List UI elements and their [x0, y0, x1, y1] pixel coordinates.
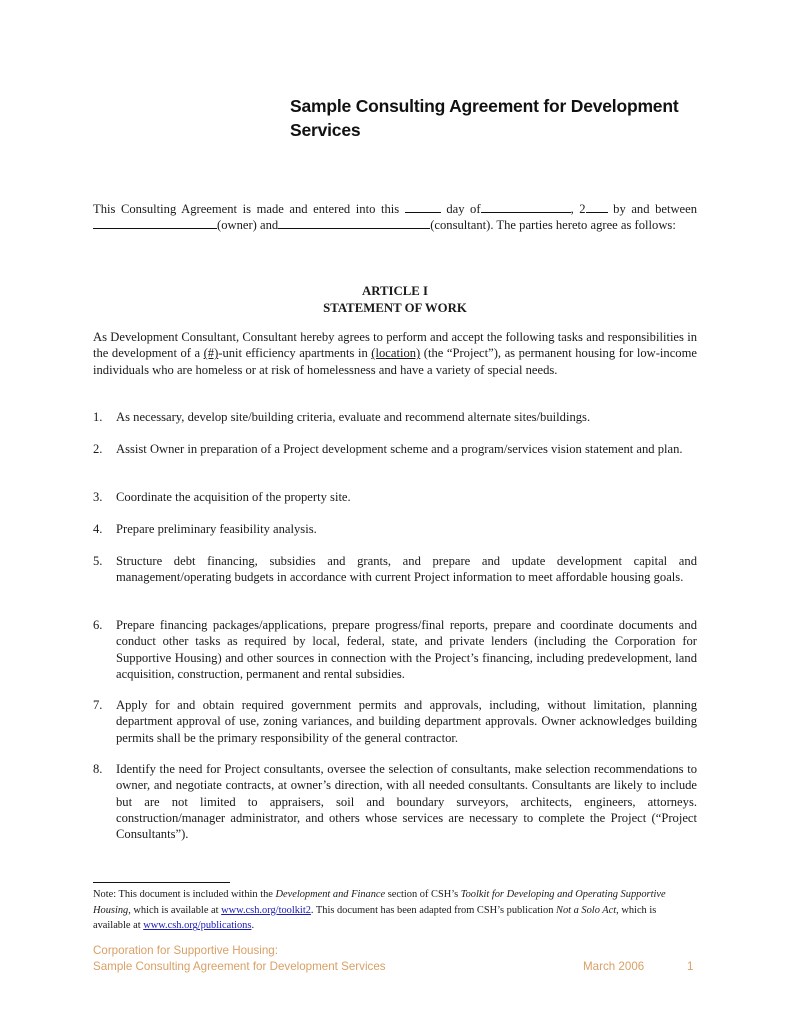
item-number: 3. — [93, 490, 103, 504]
units-placeholder[interactable]: (#) — [203, 346, 219, 361]
footnote-italic: Toolkit for Developing and Operating Supportive Housing — [93, 889, 666, 916]
item-text: Apply for and obtain required government permits and approvals, including, without limitation, planning department approval of use, zoning variances, and building department approvals. Owner acknowledges building permits shall be the primary responsibility of the general contractor. — [116, 698, 697, 745]
list-item — [93, 441, 697, 457]
document-title: Sample Consulting Agreement for Development Services — [290, 96, 679, 140]
item-number: 5. — [93, 554, 103, 568]
item-number: 1. — [93, 410, 103, 424]
item-text: Assist Owner in preparation of a Project development scheme and a program/services vision statement and plan. — [116, 442, 683, 456]
footnote-text: , which is available at — [93, 904, 657, 932]
footnote-italic: Not a Solo Act — [556, 904, 617, 916]
statement-paragraph — [93, 329, 697, 378]
item-number: 6. — [93, 618, 103, 632]
item-number: 4. — [93, 522, 103, 536]
item-text: Identify the need for Project consultants, oversee the selection of consultants, make selection recommendations to owner, and negotiate contracts, at owner’s direction, with all needed consultants. Consultants are likely to include but are not limited to appraisers, soil and boundary surveyors, architects, engineers, attorneys. construction/manager administrator, and others whose services are necessary to complete the Project (“Project Consultants”). — [116, 762, 697, 842]
owner-blank[interactable] — [93, 217, 217, 229]
page-number: 1 — [687, 960, 694, 973]
item-text: As necessary, develop site/building criteria, evaluate and recommend alternate sites/buildings. — [116, 410, 591, 424]
item-text: Prepare financing packages/applications, prepare progress/final reports, prepare and coordinate documents and conduct other tasks as required by local, federal, state, and private lenders (including the Corporation for Supportive Housing) and other sources in connection with the Project’s financing, including predevelopment, land acquisition, construction, permanent and rental subsidies. — [116, 618, 697, 681]
item-text: Structure debt financing, subsidies and grants, and prepare and update development capital and management/operating budgets in accordance with current Project information to meet affordable housing goals. — [116, 554, 697, 585]
footnote-divider — [93, 882, 230, 883]
footnote-text: section of CSH’s — [385, 889, 461, 900]
footer-organization: Corporation for Supportive Housing: — [93, 944, 278, 957]
item-number: 7. — [93, 698, 103, 712]
location-placeholder[interactable]: (location) — [371, 346, 421, 361]
footnote-italic: Development and Finance — [275, 889, 386, 900]
page-footer — [93, 943, 703, 975]
article-title: STATEMENT OF WORK — [323, 301, 467, 315]
item-number: 2. — [93, 442, 103, 456]
footnote-text: . This document has been adapted from CSH’s publication — [310, 904, 557, 916]
intro-text: (owner) and — [217, 218, 279, 233]
footer-date: March 2006 — [583, 960, 645, 973]
intro-text: , 2 — [570, 202, 586, 216]
intro-text: day of — [446, 202, 481, 216]
list-item — [93, 617, 697, 682]
item-text: Coordinate the acquisition of the property site. — [116, 490, 351, 504]
list-item — [93, 521, 697, 537]
article-heading — [93, 283, 697, 317]
footnote-text: . — [251, 920, 255, 932]
list-item — [93, 697, 697, 746]
item-text: Prepare preliminary feasibility analysis. — [116, 522, 317, 536]
statement-text: As Development Consultant, Consultant hereby agrees to perform and accept the following tasks and responsibilities in the development of a — [93, 330, 697, 361]
day-blank[interactable] — [405, 201, 441, 213]
intro-text: (consultant). The parties hereto agree as follows: — [430, 218, 676, 233]
statement-text: -unit efficiency apartments in — [218, 346, 368, 361]
intro-text: by and between — [613, 202, 698, 216]
footnote-text: , which is available at — [128, 904, 222, 916]
statement-text: (the “Project”), as permanent housing for low-income individuals who are homeless or at risk of homelessness and have a variety of special needs. — [93, 346, 697, 377]
year-blank[interactable] — [586, 201, 608, 213]
footnote-text: Note: This document is included within the — [93, 889, 276, 900]
list-item — [93, 409, 697, 425]
publications-link[interactable]: www.csh.org/publications — [143, 920, 252, 932]
footer-document-title: Sample Consulting Agreement for Development Services — [93, 960, 386, 973]
article-number: ARTICLE I — [361, 284, 429, 298]
item-number: 8. — [93, 762, 103, 776]
intro-paragraph — [93, 201, 697, 234]
intro-text: This Consulting Agreement is made and entered into this — [93, 202, 400, 216]
toolkit-link[interactable]: www.csh.org/toolkit2 — [221, 904, 311, 916]
month-blank[interactable] — [481, 201, 571, 213]
list-item — [93, 553, 697, 586]
list-item — [93, 761, 697, 842]
list-item — [93, 489, 697, 505]
footnote — [93, 887, 673, 934]
consultant-blank[interactable] — [278, 217, 430, 229]
